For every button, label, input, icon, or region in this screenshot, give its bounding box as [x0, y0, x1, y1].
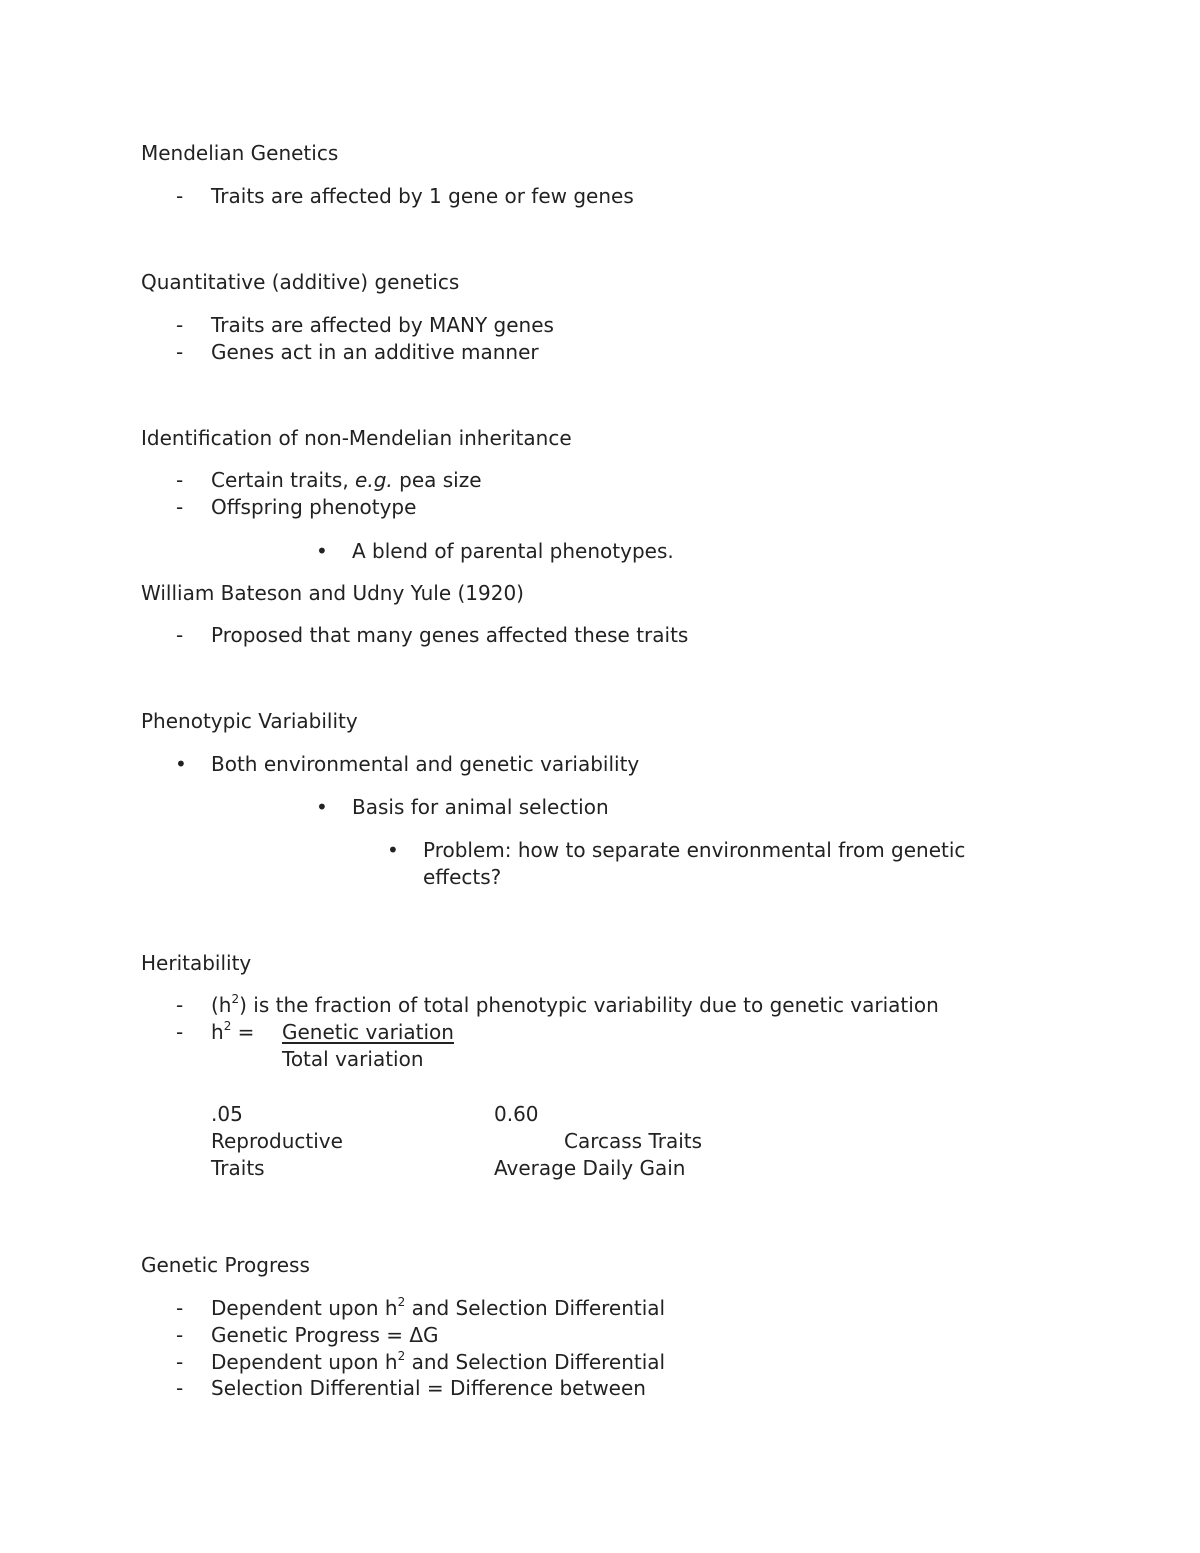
list-item: Traits are affected by 1 gene or few genes	[211, 184, 634, 208]
section-heading-progress: Genetic Progress	[141, 1253, 310, 1277]
heritability-low-label: Traits	[211, 1156, 265, 1180]
list-item	[211, 467, 482, 494]
list-item-text: =	[231, 1020, 255, 1044]
sub-list-item: Basis for animal selection	[352, 795, 609, 819]
list-item: Both environmental and genetic variability	[211, 752, 640, 776]
dash-marker: -	[176, 1020, 184, 1044]
list-item-text: ) is the fraction of total phenotypic variability due to genetic variation	[239, 993, 939, 1017]
sub-sub-list-item-continuation: effects?	[423, 865, 502, 889]
superscript: 2	[223, 1019, 232, 1034]
list-item	[211, 992, 939, 1019]
formula-denominator: Total variation	[282, 1047, 424, 1071]
heritability-high-label: Carcass Traits	[564, 1129, 703, 1153]
dash-marker: -	[176, 1350, 184, 1374]
list-item-text: pea size	[392, 468, 482, 492]
dash-marker: -	[176, 340, 184, 364]
list-item: Traits are affected by MANY genes	[211, 313, 554, 337]
dash-marker: -	[176, 184, 184, 208]
dash-marker: -	[176, 1296, 184, 1320]
section-heading-mendelian: Mendelian Genetics	[141, 141, 339, 165]
formula-numerator: Genetic variation	[282, 1020, 454, 1044]
list-item-text: (h	[211, 993, 232, 1017]
dash-marker: -	[176, 495, 184, 519]
section-heading-heritability: Heritability	[141, 951, 252, 975]
section-heading-quantitative: Quantitative (additive) genetics	[141, 270, 460, 294]
list-item	[211, 1295, 665, 1322]
list-item: Genetic Progress = ΔG	[211, 1323, 439, 1347]
dash-marker: -	[176, 313, 184, 337]
superscript: 2	[397, 1295, 406, 1310]
bullet-marker: •	[387, 838, 399, 862]
heritability-high-value: 0.60	[494, 1102, 539, 1126]
list-item-text: and Selection Differential	[405, 1350, 666, 1374]
list-item	[211, 1349, 665, 1376]
superscript: 2	[231, 992, 240, 1007]
list-item-text: Dependent upon h	[211, 1296, 398, 1320]
list-item: Genes act in an additive manner	[211, 340, 539, 364]
list-item: Proposed that many genes affected these traits	[211, 623, 689, 647]
list-item-text: h	[211, 1020, 224, 1044]
section-heading-bateson: William Bateson and Udny Yule (1920)	[141, 581, 524, 605]
heritability-high-label: Average Daily Gain	[494, 1156, 686, 1180]
list-item-text: Certain traits,	[211, 468, 356, 492]
bullet-marker: •	[316, 795, 328, 819]
dash-marker: -	[176, 993, 184, 1017]
bullet-marker: •	[316, 539, 328, 563]
list-item-emphasis: e.g.	[355, 468, 393, 492]
dash-marker: -	[176, 1323, 184, 1347]
list-item: Offspring phenotype	[211, 495, 417, 519]
section-heading-phenotypic: Phenotypic Variability	[141, 709, 358, 733]
bullet-marker: •	[175, 752, 187, 776]
dash-marker: -	[176, 468, 184, 492]
sub-sub-list-item: Problem: how to separate environmental from genetic	[423, 838, 966, 862]
dash-marker: -	[176, 1376, 184, 1400]
formula-lhs	[211, 1019, 254, 1046]
list-item-text: Dependent upon h	[211, 1350, 398, 1374]
heritability-low-value: .05	[211, 1102, 243, 1126]
dash-marker: -	[176, 623, 184, 647]
list-item: Selection Differential = Difference between	[211, 1376, 646, 1400]
sub-list-item: A blend of parental phenotypes.	[352, 539, 674, 563]
list-item-text: and Selection Differential	[405, 1296, 666, 1320]
superscript: 2	[397, 1349, 406, 1364]
heritability-low-label: Reproductive	[211, 1129, 343, 1153]
section-heading-identification: Identification of non-Mendelian inheritance	[141, 426, 572, 450]
